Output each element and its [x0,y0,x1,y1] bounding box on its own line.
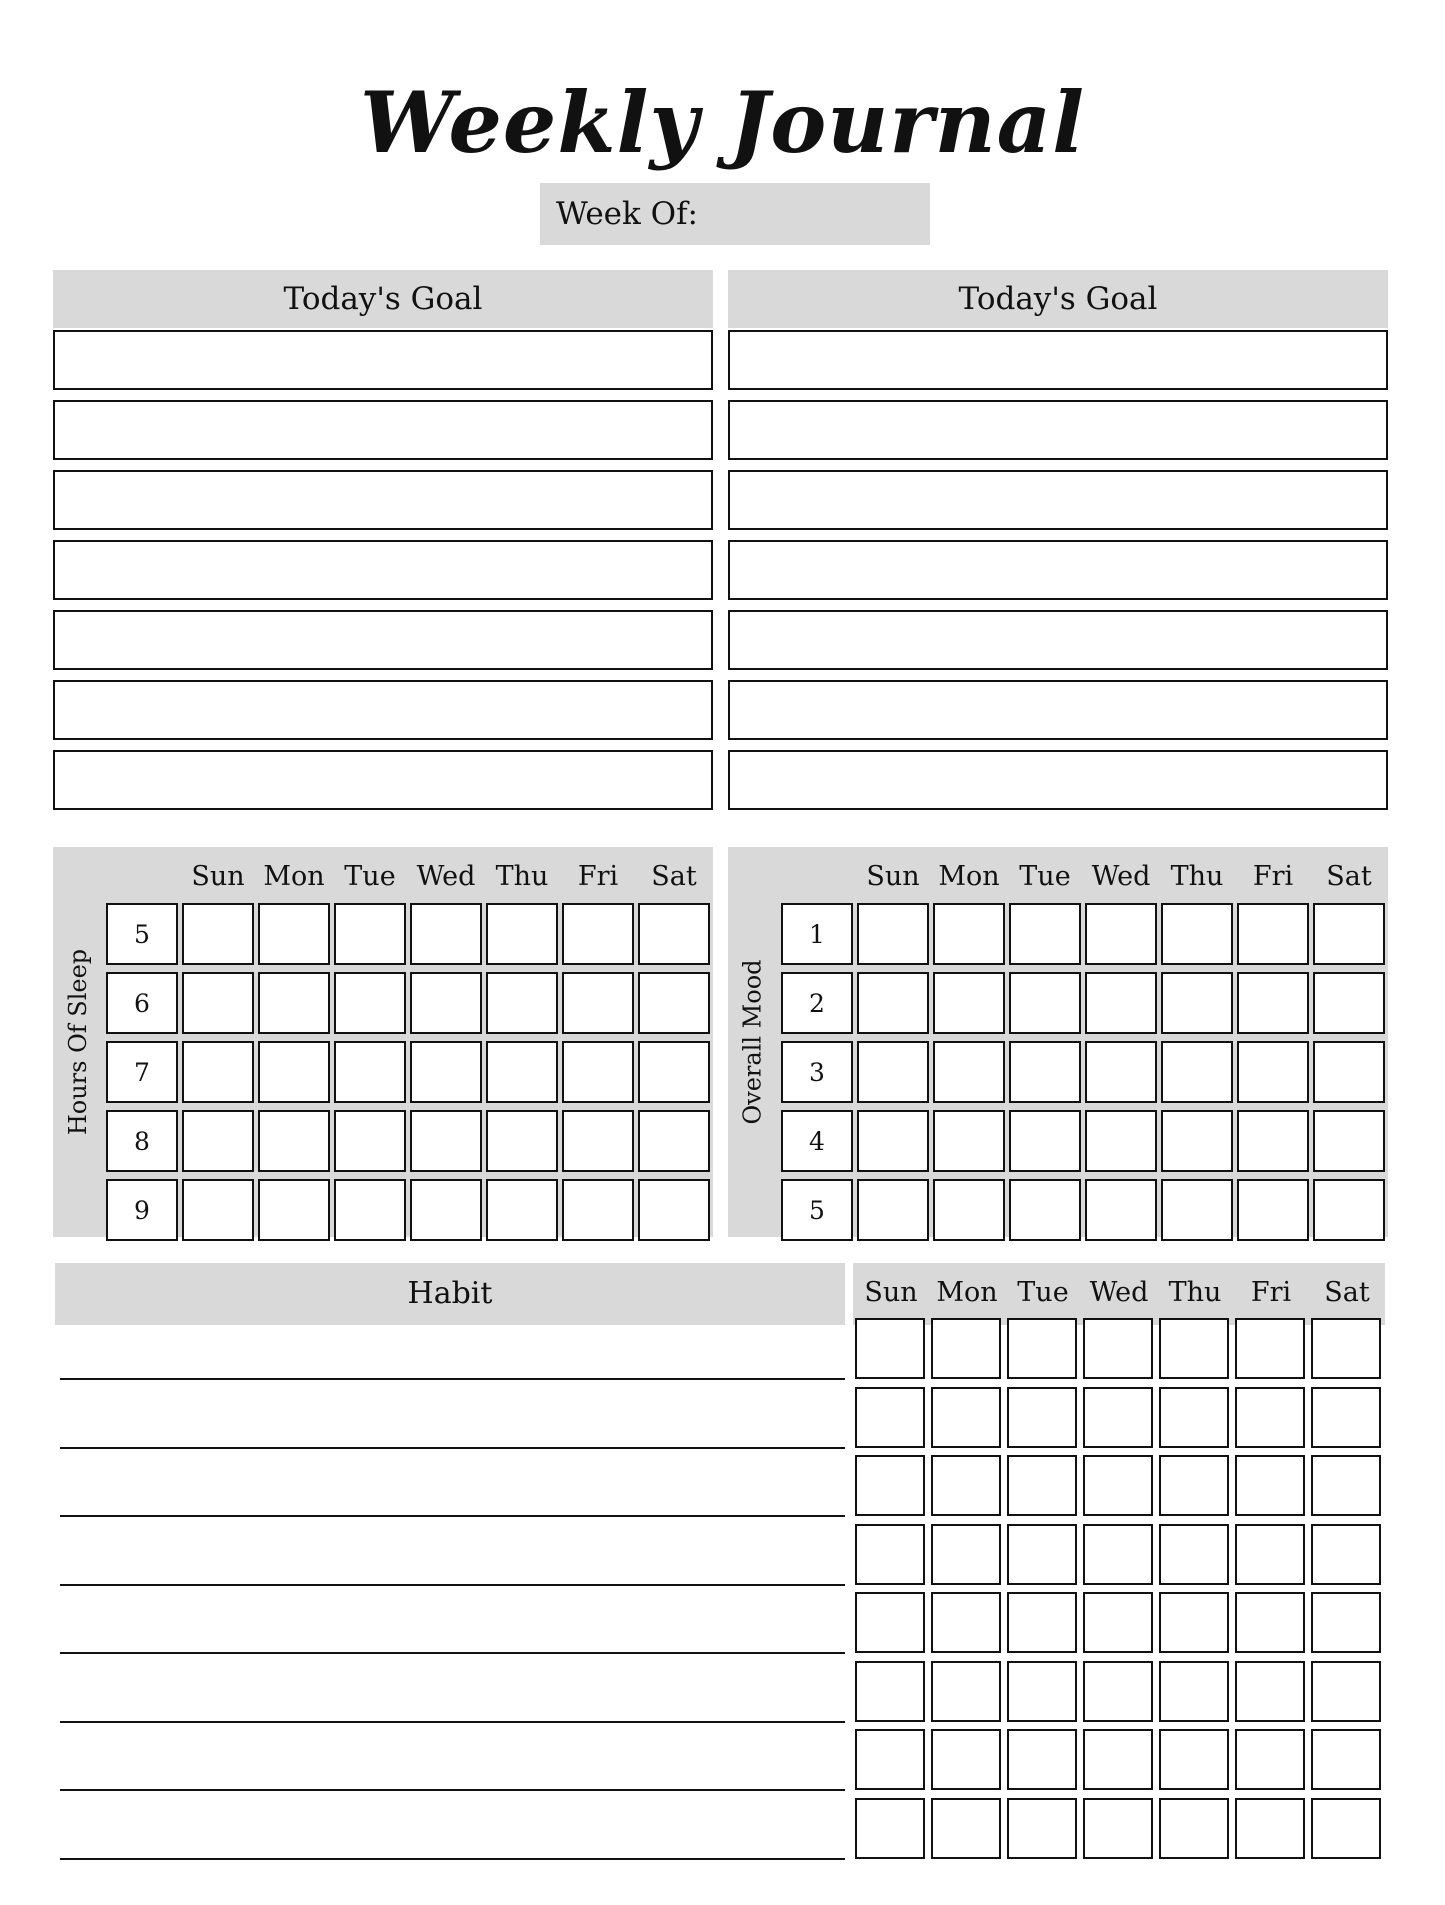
tracker-cell[interactable] [1085,972,1157,1034]
habit-day-header-sun: Sun [864,1277,918,1308]
habit-check-cell[interactable] [855,1318,925,1379]
tracker-cell[interactable] [1313,1110,1385,1172]
habit-check-cell[interactable] [931,1387,1001,1448]
row-label: 5 [781,1179,853,1241]
row-label: 1 [781,903,853,965]
tracker-cell[interactable] [410,1110,482,1172]
day-header-thu: Thu [495,861,549,892]
habit-line[interactable] [60,1378,845,1380]
row-label: 7 [106,1041,178,1103]
day-header-sat: Sat [651,861,697,892]
day-header-tue: Tue [1019,861,1071,892]
tracker-cell[interactable] [258,972,330,1034]
tracker-cell[interactable] [933,972,1005,1034]
habit-check-cell[interactable] [1083,1524,1153,1585]
habit-check-cell[interactable] [931,1524,1001,1585]
habit-check-cell[interactable] [855,1661,925,1722]
tracker-cell[interactable] [562,903,634,965]
tracker-cell[interactable] [486,1041,558,1103]
tracker-cell[interactable] [933,1041,1005,1103]
habit-line[interactable] [60,1721,845,1723]
habit-check-cell[interactable] [1311,1798,1381,1859]
goal-input[interactable] [728,330,1388,390]
tracker-cell[interactable] [638,972,710,1034]
tracker-cell[interactable] [1085,1110,1157,1172]
row-label: 8 [106,1110,178,1172]
tracker-cell[interactable] [857,903,929,965]
tracker-cell[interactable] [638,903,710,965]
habit-check-cell[interactable] [931,1661,1001,1722]
tracker-cell[interactable] [258,1041,330,1103]
tracker-cell[interactable] [1009,972,1081,1034]
habit-check-cell[interactable] [1007,1455,1077,1516]
habit-check-cell[interactable] [855,1387,925,1448]
habit-day-header-wed: Wed [1089,1277,1149,1308]
habit-check-cell[interactable] [1159,1524,1229,1585]
tracker-cell[interactable] [1085,1041,1157,1103]
tracker-cell[interactable] [1313,903,1385,965]
habit-day-header-mon: Mon [936,1277,998,1308]
tracker-cell[interactable] [1009,1110,1081,1172]
habit-check-cell[interactable] [1007,1661,1077,1722]
tracker-cell[interactable] [1161,972,1233,1034]
habit-check-cell[interactable] [931,1318,1001,1379]
habit-check-cell[interactable] [1159,1318,1229,1379]
tracker-cell[interactable] [1009,1041,1081,1103]
tracker-cell[interactable] [638,1110,710,1172]
tracker-cell[interactable] [334,1179,406,1241]
tracker-cell[interactable] [933,903,1005,965]
habit-check-cell[interactable] [1083,1592,1153,1653]
tracker-cell[interactable] [933,1179,1005,1241]
habit-check-cell[interactable] [1235,1729,1305,1790]
habit-check-cell[interactable] [1007,1318,1077,1379]
habit-line[interactable] [60,1652,845,1654]
goal-input[interactable] [728,400,1388,460]
habit-check-cell[interactable] [1311,1592,1381,1653]
habit-check-cell[interactable] [1235,1798,1305,1859]
tracker-cell[interactable] [486,903,558,965]
habit-line[interactable] [60,1789,845,1791]
tracker-cell[interactable] [410,1041,482,1103]
tracker-cell[interactable] [1161,1179,1233,1241]
habit-line[interactable] [60,1447,845,1449]
tracker-cell[interactable] [562,1179,634,1241]
row-label: 2 [781,972,853,1034]
tracker-cell[interactable] [258,1179,330,1241]
row-label: 9 [106,1179,178,1241]
day-header-wed: Wed [416,861,476,892]
row-label: 6 [106,972,178,1034]
habit-check-cell[interactable] [1235,1318,1305,1379]
tracker-cell[interactable] [1085,903,1157,965]
habit-line[interactable] [60,1515,845,1517]
tracker-cell[interactable] [334,1041,406,1103]
tracker-cell[interactable] [486,1179,558,1241]
habit-line[interactable] [60,1858,845,1860]
week-of-field[interactable]: Week Of: [540,183,930,245]
habit-check-cell[interactable] [855,1524,925,1585]
habit-check-cell[interactable] [1007,1798,1077,1859]
habit-day-header-sat: Sat [1324,1277,1370,1308]
tracker-cell[interactable] [562,972,634,1034]
habit-check-cell[interactable] [1311,1318,1381,1379]
habit-check-cell[interactable] [1235,1455,1305,1516]
day-header-wed: Wed [1091,861,1151,892]
habit-check-cell[interactable] [1235,1387,1305,1448]
habit-check-cell[interactable] [931,1592,1001,1653]
tracker-cell[interactable] [1313,972,1385,1034]
goal-input[interactable] [53,680,713,740]
habit-check-cell[interactable] [1083,1387,1153,1448]
tracker-cell[interactable] [182,1041,254,1103]
goal-input[interactable] [53,400,713,460]
tracker-cell[interactable] [334,1110,406,1172]
habit-check-cell[interactable] [855,1729,925,1790]
habit-line[interactable] [60,1584,845,1586]
tracker-cell[interactable] [258,1110,330,1172]
habit-check-cell[interactable] [1007,1524,1077,1585]
tracker-cell[interactable] [1161,903,1233,965]
habit-check-cell[interactable] [1159,1798,1229,1859]
habit-check-cell[interactable] [1311,1455,1381,1516]
tracker-cell[interactable] [933,1110,1005,1172]
tracker-cell[interactable] [1009,1179,1081,1241]
habit-header: Habit [55,1263,845,1325]
goal-input[interactable] [53,330,713,390]
goal-input[interactable] [53,750,713,810]
habit-check-cell[interactable] [1083,1729,1153,1790]
tracker-cell[interactable] [1237,903,1309,965]
tracker-side-label: Hours Of Sleep [64,948,93,1136]
tracker-cell[interactable] [1161,1110,1233,1172]
habit-check-cell[interactable] [855,1455,925,1516]
habit-check-cell[interactable] [1235,1524,1305,1585]
goal-input[interactable] [728,750,1388,810]
goal-input[interactable] [728,680,1388,740]
habit-check-cell[interactable] [1083,1798,1153,1859]
habit-check-cell[interactable] [1311,1661,1381,1722]
habit-check-cell[interactable] [1159,1729,1229,1790]
habit-day-header-tue: Tue [1017,1277,1069,1308]
tracker-cell[interactable] [182,1179,254,1241]
tracker-cell[interactable] [638,1179,710,1241]
goal-input[interactable] [53,470,713,530]
goal-header: Today's Goal [53,270,713,328]
page-title: Weekly Journal [359,73,1086,172]
day-header-thu: Thu [1170,861,1224,892]
habit-check-cell[interactable] [1007,1592,1077,1653]
habit-check-cell[interactable] [1235,1661,1305,1722]
habit-check-cell[interactable] [1235,1592,1305,1653]
habit-check-cell[interactable] [855,1798,925,1859]
tracker-cell[interactable] [410,903,482,965]
habit-check-cell[interactable] [1083,1318,1153,1379]
tracker-cell[interactable] [334,903,406,965]
day-header-sun: Sun [866,861,920,892]
habit-check-cell[interactable] [1007,1729,1077,1790]
tracker-cell[interactable] [857,1110,929,1172]
day-header-tue: Tue [344,861,396,892]
habit-check-cell[interactable] [931,1455,1001,1516]
day-header-mon: Mon [938,861,1000,892]
habit-check-cell[interactable] [1159,1455,1229,1516]
habit-check-cell[interactable] [931,1798,1001,1859]
habit-check-cell[interactable] [1159,1661,1229,1722]
tracker-cell[interactable] [410,1179,482,1241]
goal-input[interactable] [53,610,713,670]
day-header-fri: Fri [577,861,619,892]
tracker-cell[interactable] [182,1110,254,1172]
day-header-mon: Mon [263,861,325,892]
tracker-cell[interactable] [334,972,406,1034]
tracker-cell[interactable] [1161,1041,1233,1103]
goal-input[interactable] [53,540,713,600]
tracker-cell[interactable] [182,903,254,965]
row-label: 4 [781,1110,853,1172]
habit-check-cell[interactable] [931,1729,1001,1790]
habit-check-cell[interactable] [1083,1661,1153,1722]
goal-input[interactable] [728,610,1388,670]
tracker-cell[interactable] [1085,1179,1157,1241]
tracker-cell[interactable] [258,903,330,965]
day-header-fri: Fri [1252,861,1294,892]
habit-check-cell[interactable] [1311,1387,1381,1448]
tracker-cell[interactable] [1237,1041,1309,1103]
tracker-cell[interactable] [857,1041,929,1103]
day-header-sun: Sun [191,861,245,892]
goal-header: Today's Goal [728,270,1388,328]
goal-input[interactable] [728,540,1388,600]
tracker-cell[interactable] [1313,1041,1385,1103]
habit-check-cell[interactable] [1159,1592,1229,1653]
tracker-cell[interactable] [638,1041,710,1103]
day-header-sat: Sat [1326,861,1372,892]
tracker-side-label: Overall Mood [739,959,768,1125]
tracker-cell[interactable] [486,1110,558,1172]
habit-check-cell[interactable] [1159,1387,1229,1448]
tracker-cell[interactable] [857,1179,929,1241]
tracker-cell[interactable] [1237,972,1309,1034]
habit-check-cell[interactable] [1311,1524,1381,1585]
tracker-cell[interactable] [1313,1179,1385,1241]
goal-input[interactable] [728,470,1388,530]
habit-check-cell[interactable] [1311,1729,1381,1790]
tracker-cell[interactable] [1009,903,1081,965]
tracker-cell[interactable] [562,1041,634,1103]
tracker-cell[interactable] [1237,1110,1309,1172]
tracker-cell[interactable] [857,972,929,1034]
tracker-cell[interactable] [182,972,254,1034]
habit-check-cell[interactable] [1083,1455,1153,1516]
tracker-cell[interactable] [486,972,558,1034]
tracker-cell[interactable] [410,972,482,1034]
row-label: 5 [106,903,178,965]
habit-check-cell[interactable] [1007,1387,1077,1448]
habit-day-header-thu: Thu [1168,1277,1222,1308]
tracker-cell[interactable] [1237,1179,1309,1241]
row-label: 3 [781,1041,853,1103]
habit-day-header-fri: Fri [1250,1277,1292,1308]
tracker-cell[interactable] [562,1110,634,1172]
habit-check-cell[interactable] [855,1592,925,1653]
